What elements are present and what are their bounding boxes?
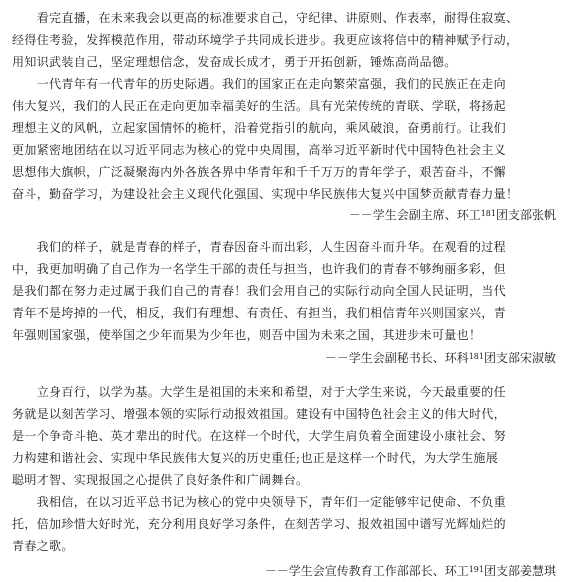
paragraph-line: 务就是以刻苦学习、增强本领的实际行动报效祖国。建设有中国特色社会主义的伟大时代， bbox=[12, 407, 507, 421]
paragraph-line: 理想主义的风帆，立起家国情怀的桅杆，沿着党指引的航向，乘风破浪，奋勇前行。让我们 bbox=[12, 121, 507, 135]
signature-suffix: 团支部张帆 bbox=[495, 208, 556, 222]
paragraph-line: 我相信，在以习近平总书记为核心的党中央领导下，青年们一定能够牢记使命、不负重 bbox=[12, 495, 507, 509]
paragraph-line: 立身百行，以学为基。大学生是祖国的未来和希望，对于大学生来说，今天最重要的任 bbox=[12, 385, 507, 399]
signature-suffix: 团支部宋淑敏 bbox=[483, 351, 556, 365]
paragraph-line: 伟大复兴，我们的人民正在走向更加幸福美好的生活。具有光荣传统的青联、学联，将扬起 bbox=[12, 99, 507, 113]
class-number: 181 bbox=[468, 352, 484, 361]
paragraph-line: 是一个争奇斗艳、英才辈出的时代。在这样一个时代，大学生肩负着全面建设小康社会、努 bbox=[12, 429, 507, 443]
paragraph-line: 托，倍加珍惜大好时光，充分利用良好学习条件，在刻苦学习、报效祖国中谱写光辉灿烂的 bbox=[12, 517, 507, 531]
paragraph-line: 看完直播，在未来我会以更高的标准要求自己，守纪律、讲原则、作表率，耐得住寂寞、 bbox=[12, 11, 519, 25]
paragraph-line: 我们的样子，就是青春的样子，青春因奋斗而出彩，人生因奋斗而升华。在观看的过程 bbox=[12, 240, 507, 254]
class-number: 191 bbox=[468, 565, 484, 574]
signature-prefix: －－学生会副主席、环工 bbox=[348, 208, 481, 222]
signature-prefix: －－学生会副秘书长、环科 bbox=[324, 351, 469, 365]
author-signature bbox=[265, 563, 556, 578]
paragraph-line: 青年不是垮掉的一代，相反，我们有理想、有责任、有担当，我们相信青年兴则国家兴，青 bbox=[12, 306, 507, 320]
paragraph-line: 思想伟大旗帜，广泛凝聚海内外各族各界中华青年和千千万万的青年学子，艰苦奋斗，不懈 bbox=[12, 165, 507, 179]
paragraph-line: 奋斗，勤奋学习，为建设社会主义现代化强国、实现中华民族伟大复兴中国梦贡献青春力量！ bbox=[12, 187, 519, 201]
paragraph-line: 力构建和谐社会、实现中华民族伟大复兴的历史重任;也正是这样一个时代，为大学生施展 bbox=[12, 451, 499, 465]
paragraph-line: 聪明才智、实现报国之心提供了良好条件和广阔舞台。 bbox=[12, 473, 309, 487]
paragraph-line: 中，我更加明确了自己作为一名学生干部的责任与担当，也许我们的青春不够绚丽多彩，但 bbox=[12, 262, 507, 276]
author-signature bbox=[325, 350, 556, 365]
paragraph-line: 经得住考验，发挥模范作用，带动环境学子共同成长进步。我更应该将信中的精神赋予行动， bbox=[12, 33, 519, 47]
paragraph-line: 青春之歌。 bbox=[12, 539, 74, 553]
class-number: 181 bbox=[480, 209, 496, 218]
paragraph-line: 用知识武装自己，坚定理想信念，发奋成长成才，勇于开拓创新，锤炼高尚品德。 bbox=[12, 55, 457, 69]
signature-suffix: 团支部姜慧琪 bbox=[483, 564, 556, 578]
signature-prefix: －－学生会宣传教育工作部部长、环工 bbox=[264, 564, 469, 578]
paragraph-line: 年强则国家强，使举国之少年而果为少年也，则吾中国为未来之国，其进步未可量也！ bbox=[12, 328, 482, 342]
author-signature bbox=[349, 207, 556, 222]
paragraph-line: 是我们都在努力走过属于我们自己的青春！我们会用自己的实际行动向全国人民证明，当代 bbox=[12, 284, 507, 298]
paragraph-line: 更加紧密地团结在以习近平同志为核心的党中央周围，高举习近平新时代中国特色社会主义 bbox=[12, 143, 507, 157]
paragraph-line: 一代青年有一代青年的历史际遇。我们的国家正在走向繁荣富强，我们的民族正在走向 bbox=[12, 77, 507, 91]
